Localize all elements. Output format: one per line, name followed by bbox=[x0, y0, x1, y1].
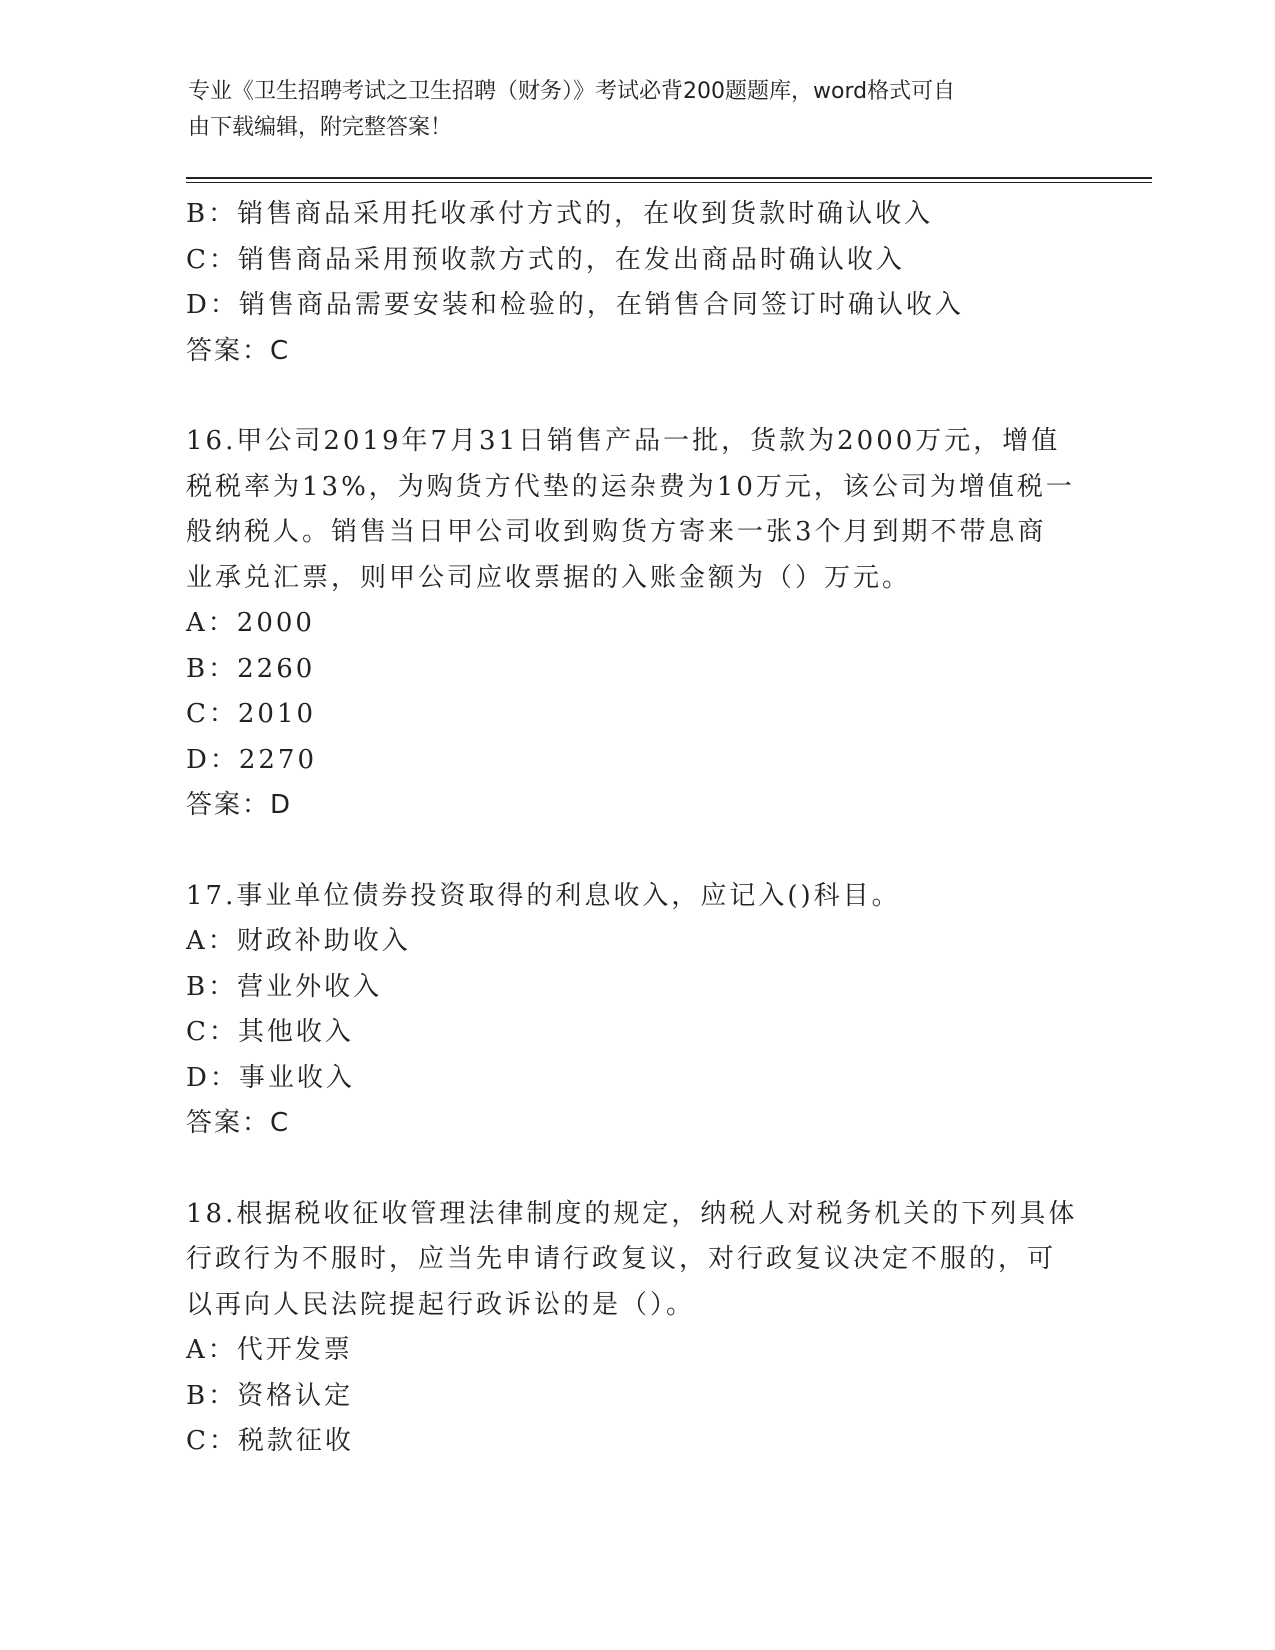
spacer bbox=[186, 829, 1086, 874]
option-b: B：销售商品采用托收承付方式的，在收到货款时确认收入 bbox=[186, 199, 934, 229]
question-stem-line: 业承兑汇票，则甲公司应收票据的入账金额为（）万元。 bbox=[186, 562, 912, 593]
option-c: C：税款征收 bbox=[186, 1426, 354, 1456]
header-divider-thin bbox=[186, 182, 1152, 183]
question-stem-line: 16.甲公司2019年7月31日销售产品一批，货款为2000万元，增值 bbox=[186, 426, 1061, 456]
question-list bbox=[186, 192, 1086, 1465]
question-stem-line: 般纳税人。销售当日甲公司收到购货方寄来一张3个月到期不带息商 bbox=[186, 517, 1047, 547]
spacer bbox=[186, 374, 1086, 419]
option-a: A：财政补助收入 bbox=[186, 926, 411, 956]
option-c: C：2010 bbox=[186, 699, 317, 729]
option-d: D：事业收入 bbox=[186, 1062, 355, 1093]
question-16 bbox=[186, 419, 1086, 829]
option-d: D：销售商品需要安装和检验的，在销售合同签订时确认收入 bbox=[186, 290, 964, 320]
spacer bbox=[186, 1147, 1086, 1192]
option-d: D：2270 bbox=[186, 744, 318, 775]
answer: 答案：C bbox=[186, 335, 291, 366]
question-stem-line: 税税率为13%，为购货方代垫的运杂费为10万元，该公司为增值税一 bbox=[186, 471, 1075, 502]
option-b: B：资格认定 bbox=[186, 1380, 354, 1411]
question-stem-line: 行政行为不服时，应当先申请行政复议，对行政复议决定不服的，可 bbox=[186, 1244, 1057, 1274]
option-c: C：其他收入 bbox=[186, 1017, 354, 1047]
option-a: A：代开发票 bbox=[186, 1335, 353, 1365]
header-divider-thick bbox=[186, 177, 1152, 179]
header-line-2: 由下载编辑，附完整答案！ bbox=[188, 115, 453, 140]
header-line-1: 专业《卫生招聘考试之卫生招聘（财务）》考试必背200题题库，word格式可自 bbox=[188, 79, 956, 104]
option-a: A：2000 bbox=[186, 608, 315, 638]
question-stem-line: 以再向人民法院提起行政诉讼的是（）。 bbox=[186, 1289, 696, 1320]
question-stem-line: 18.根据税收征收管理法律制度的规定，纳税人对税务机关的下列具体 bbox=[186, 1198, 1078, 1229]
question-stem-line: 17.事业单位债券投资取得的利息收入，应记入()科目。 bbox=[186, 880, 901, 911]
question-18 bbox=[186, 1192, 1086, 1465]
answer: 答案：C bbox=[186, 1108, 291, 1138]
option-b: B：营业外收入 bbox=[186, 971, 383, 1002]
option-b: B：2260 bbox=[186, 653, 316, 684]
document-header bbox=[188, 74, 1068, 146]
option-c: C：销售商品采用预收款方式的，在发出商品时确认收入 bbox=[186, 244, 905, 275]
question-15 bbox=[186, 192, 1086, 374]
answer: 答案：D bbox=[186, 790, 293, 820]
question-17 bbox=[186, 874, 1086, 1147]
